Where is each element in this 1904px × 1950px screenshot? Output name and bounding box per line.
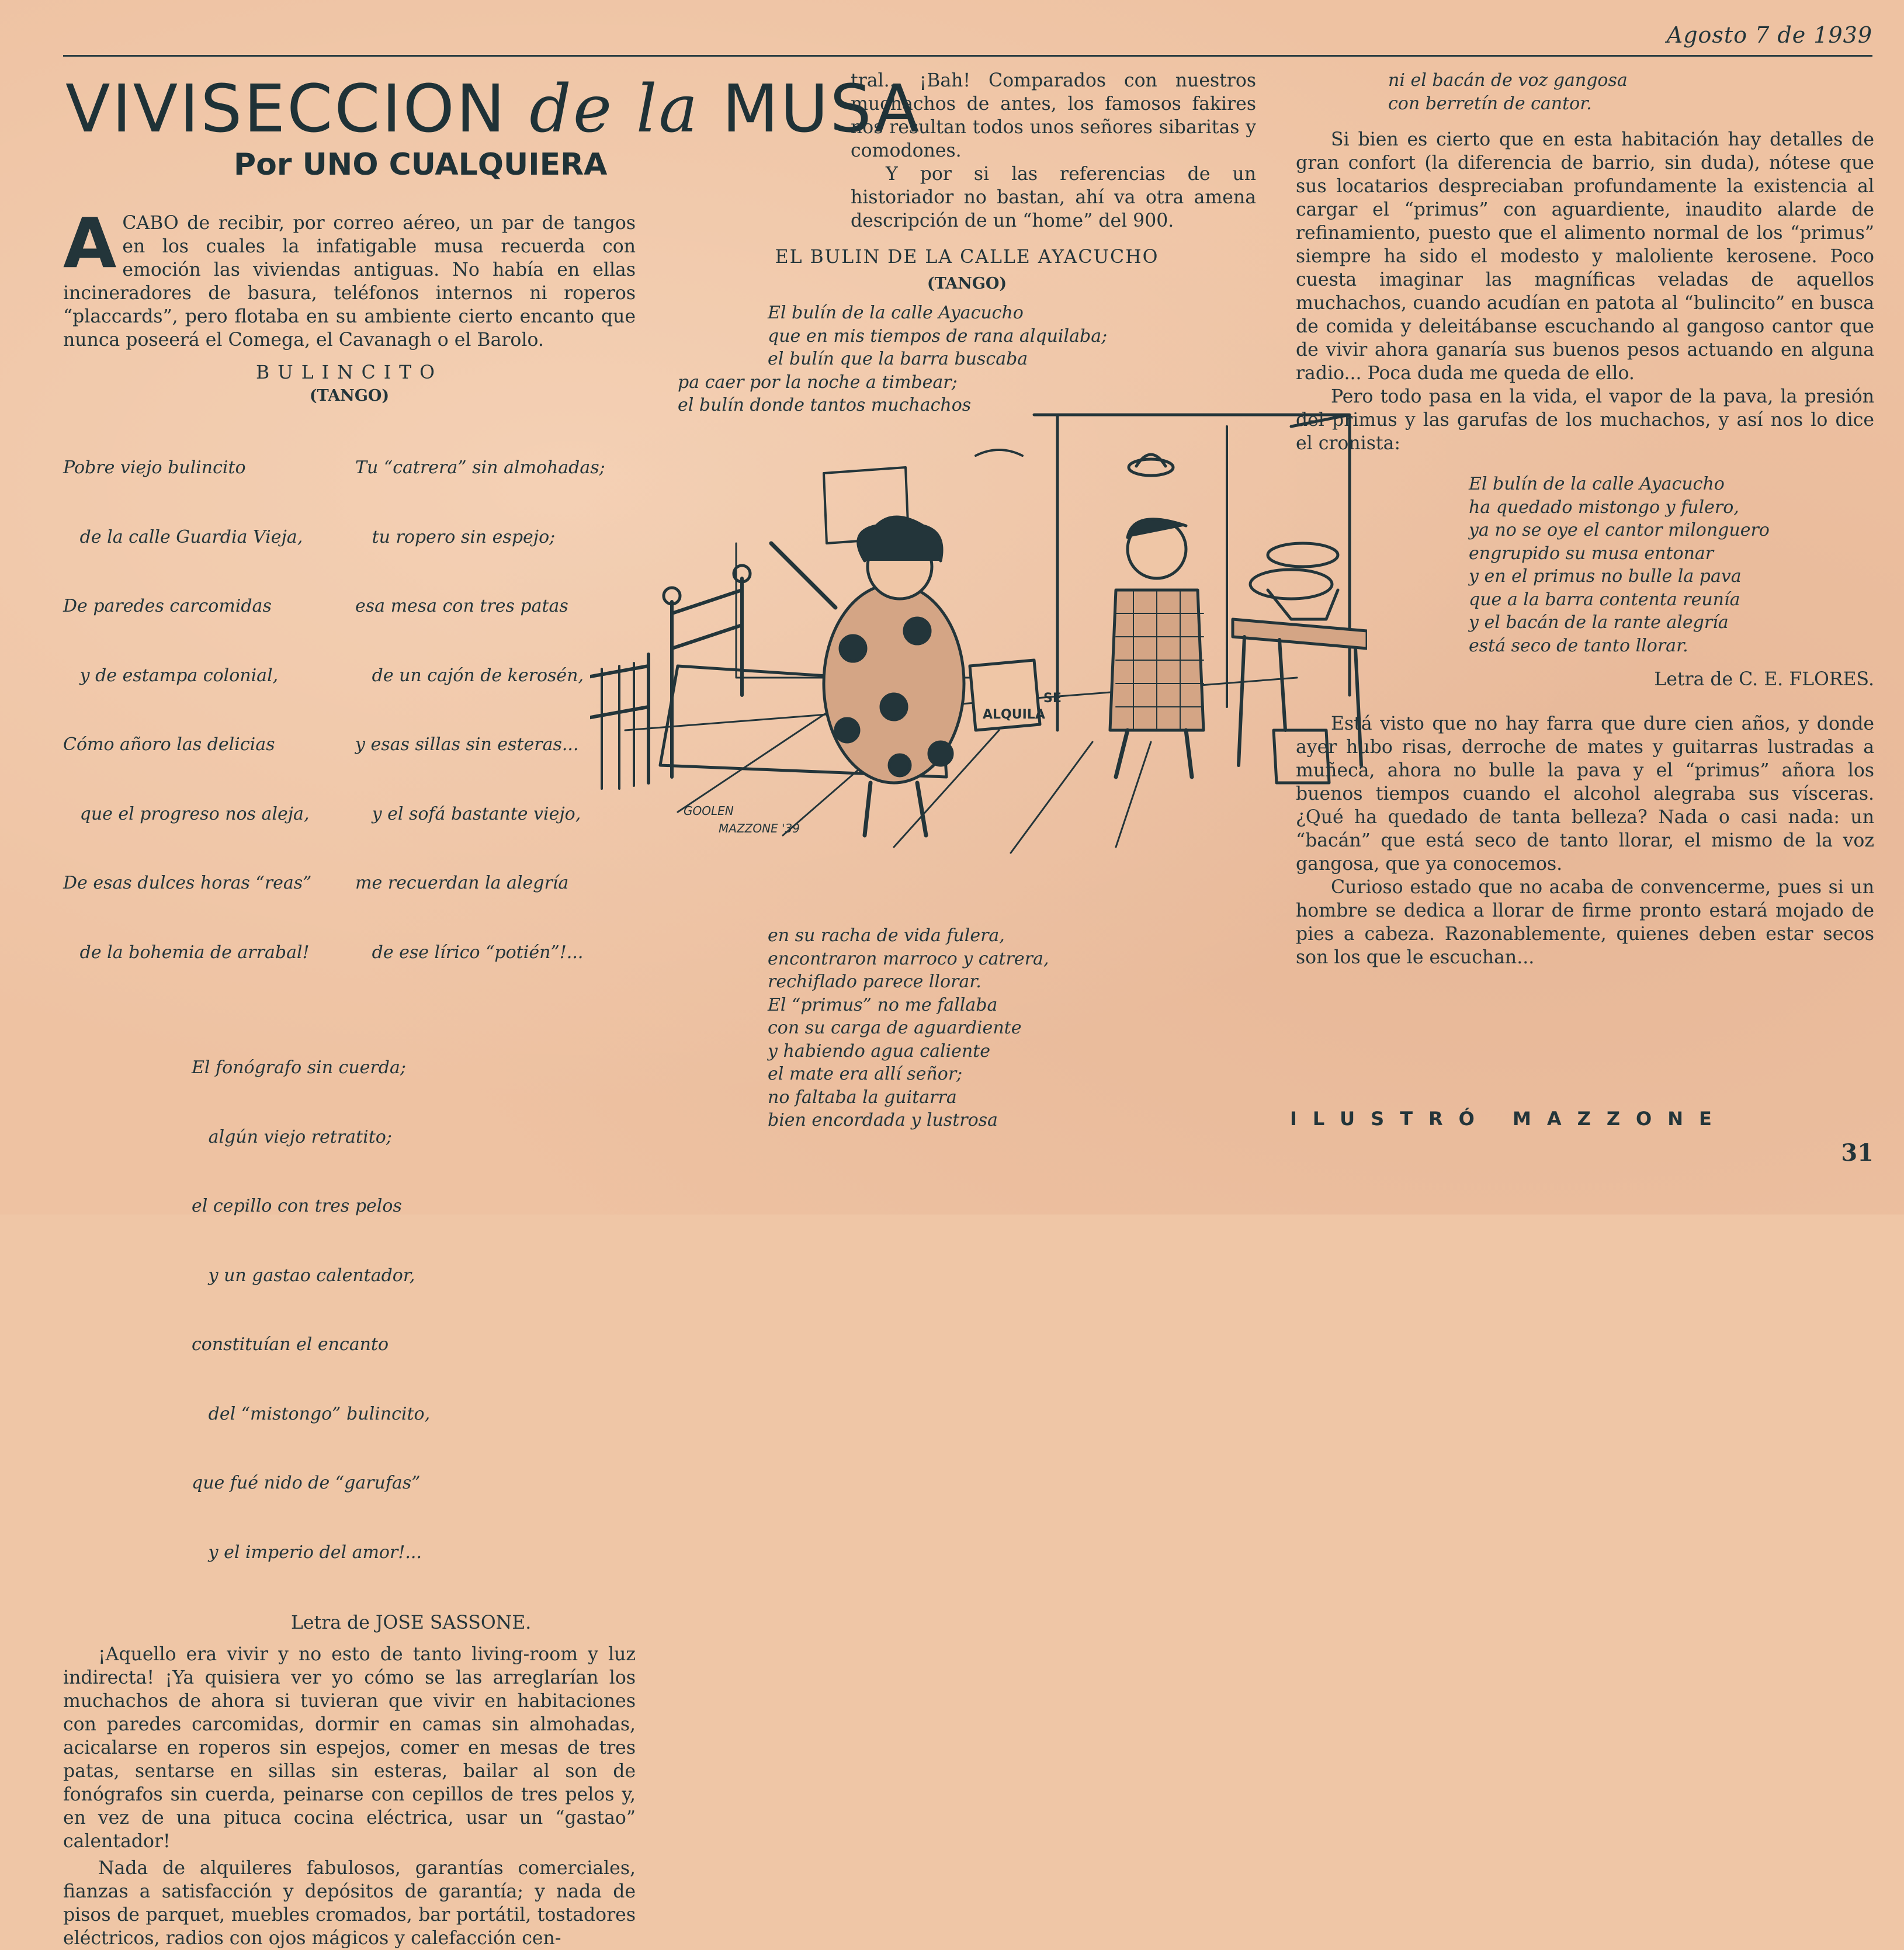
illustrator-credit: ILUSTRÓ MAZZONE bbox=[1290, 1108, 1728, 1130]
verse-line: esa mesa con tres patas bbox=[355, 596, 568, 616]
song1-right-stanza bbox=[355, 410, 630, 1010]
verse-line: tu ropero sin espejo; bbox=[355, 526, 556, 547]
verse-line: pa caer por la noche a timbear; bbox=[678, 372, 958, 393]
artist-signature-line1: GOOLEN bbox=[684, 804, 734, 818]
verse-line: Tu “catrera” sin almohadas; bbox=[355, 457, 605, 478]
verse-line: de la bohemia de arrabal! bbox=[63, 942, 310, 963]
verse-top bbox=[1388, 69, 1874, 115]
verse-line: De esas dulces horas “reas” bbox=[63, 873, 312, 893]
song2-continuation bbox=[1469, 473, 1874, 657]
verse-line: Cómo añoro las delicias bbox=[63, 734, 275, 755]
verse-line: ya no se oye el cantor milonguero bbox=[1469, 520, 1770, 540]
verse-line: y habiendo agua caliente bbox=[768, 1040, 990, 1061]
col2-paragraph-2: Y por si las referencias de un historiador no bastan, ahí va otra amena descripción de un “home” del 900. bbox=[851, 164, 1256, 231]
verse-line: que a la barra contenta reunía bbox=[1469, 589, 1740, 610]
verse-line: que en mis tiempos de rana alquilaba; bbox=[768, 325, 1108, 346]
song1-final-stanza bbox=[192, 1010, 636, 1610]
intro-paragraph bbox=[63, 203, 636, 352]
verse-line: que el progreso nos aleja, bbox=[63, 803, 310, 824]
title-part-musa: MUSA bbox=[722, 71, 921, 147]
cartoon-illustration bbox=[590, 403, 1367, 870]
song1-left-stanza bbox=[63, 410, 355, 1010]
verse-line: encontraron marroco y catrera, bbox=[768, 948, 1049, 969]
sign-text-line1: SE bbox=[1043, 691, 1062, 706]
column-2 bbox=[678, 69, 1256, 417]
verse-line: engrupido su musa entonar bbox=[1469, 543, 1714, 564]
verse-line: constituían el encanto bbox=[192, 1334, 389, 1355]
issue-date: Agosto 7 de 1939 bbox=[1666, 22, 1872, 48]
song2-title: EL BULIN DE LA CALLE AYACUCHO bbox=[775, 247, 1159, 268]
verse-line: El “primus” no me fallaba bbox=[768, 994, 998, 1015]
verse-line: El bulín de la calle Ayacucho bbox=[768, 303, 1024, 323]
verse-line: y el sofá bastante viejo, bbox=[355, 803, 581, 824]
verse-line: bien encordada y lustrosa bbox=[768, 1110, 998, 1130]
header-rule bbox=[63, 55, 1872, 57]
title-part-de-la: de la bbox=[507, 71, 722, 147]
sign-text-line2: ALQUILA bbox=[983, 707, 1045, 722]
verse-line: Pobre viejo bulincito bbox=[63, 457, 246, 478]
verse-line: no faltaba la guitarra bbox=[768, 1087, 957, 1108]
col2-paragraph-1: tral... ¡Bah! Comparados con nuestros muchachos de antes, los famosos fakires nos resultan todos unos señores sibaritas y comodones. bbox=[851, 70, 1256, 161]
paragraph-3: Nada de alquileres fabulosos, garantías comerciales, fianzas a satisfacción y depósitos de garantía; y nada de pisos de parquet, muebles cromados, bar portátil, tostadores eléctricos, radios con ojos mágicos y calefacción cen- bbox=[63, 1858, 636, 1949]
verse-line: de la calle Guardia Vieja, bbox=[63, 526, 303, 547]
column-2-lower bbox=[768, 924, 1177, 1132]
col3-paragraph-2: Pero todo pasa en la vida, el vapor de la pava, la presión del primus y las garufas de los muchachos, y así nos lo dice el cronista: bbox=[1296, 386, 1874, 454]
song2-stanza-bottom bbox=[768, 924, 1177, 1132]
col3-paragraph-1: Si bien es cierto que en esta habitación hay detalles de gran confort (la diferencia de barrio, sin duda), nótese que sus locatarios despreciaban profundamente la existencia al cargar el “primus” con aguardiente, inaudito alarde de refinamiento, puesto que el alimento normal de los “primus” siempre ha sido el modesto y maloliente kerosene. Poco cuesta imaginar las magníficas veladas de aquellos muchachos, cuando acudían en patota al “bulincito” en busca de comida y deleitábanse escuchando al gangoso cantor que de vivir ahora ganaría sus buenos pesos actuando en alguna radio... Poca duda me queda de ello. bbox=[1296, 129, 1874, 384]
verse-line: rechiflado parece llorar. bbox=[768, 971, 982, 992]
verse-line: que fué nido de “garufas” bbox=[192, 1473, 421, 1493]
verse-line: ni el bacán de voz gangosa bbox=[1388, 70, 1628, 91]
col3-paragraph-4: Curioso estado que no acaba de convencerme, pues si un hombre se dedica a llorar de firme pronto estará mojado de pies a cabeza. Razonablemente, quienes deben estar secos son los que le escuchan... bbox=[1296, 877, 1874, 968]
song1-genre: (TANGO) bbox=[309, 387, 390, 405]
verse-line: con berretín de cantor. bbox=[1388, 93, 1592, 114]
verse-line: y en el primus no bulle la pava bbox=[1469, 566, 1742, 587]
song1-title: BULINCITO bbox=[256, 362, 443, 383]
drop-cap: A bbox=[63, 203, 117, 283]
song1-stanzas bbox=[63, 410, 636, 1010]
column-1 bbox=[63, 203, 636, 1950]
verse-line: en su racha de vida fulera, bbox=[768, 925, 1005, 946]
col3-paragraph-3: Está visto que no hay farra que dure cien años, y donde ayer hubo risas, derroche de mates y guitarras lustradas a muñeca, ahora no bulle la pava y el “primus” añora los buenos tiempos cuando el alcohol alegraba sus vísceras. ¿Qué ha quedado de tanta belleza? Nada o casi nada: un “bacán” que está seco de tanto llorar, el mismo de la voz gangosa, que ya conocemos. bbox=[1296, 713, 1874, 875]
verse-line: con su carga de aguardiente bbox=[768, 1018, 1022, 1038]
paragraph-2: ¡Aquello era vivir y no esto de tanto living-room y luz indirecta! ¡Ya quisiera ver yo cómo se las arreglarían los muchachos de ahora si tuvieran que vivir en habitaciones con paredes carcomidas, dormir en camas sin almohadas, acicalarse en roperos sin espejos, comer en mesas de tres patas, sentarse en sillas sin esteras, bailar al son de fonógrafos sin cuerda, peinarse con cepillos de tres pelos y, en vez de una pituca cocina eléctrica, usar un “gastao” calentador! bbox=[63, 1644, 636, 1852]
verse-line: me recuerdan la alegría bbox=[355, 873, 569, 893]
verse-line: el mate era allí señor; bbox=[768, 1064, 963, 1084]
verse-line: del “mistongo” bulincito, bbox=[192, 1403, 431, 1424]
song2-stanza-top bbox=[678, 301, 1256, 417]
verse-line: el bulín donde tantos muchachos bbox=[678, 395, 972, 415]
verse-line: y el imperio del amor!... bbox=[192, 1542, 422, 1563]
verse-line: el cepillo con tres pelos bbox=[192, 1196, 402, 1216]
column-3 bbox=[1296, 69, 1874, 969]
verse-line: y de estampa colonial, bbox=[63, 665, 279, 686]
song1-credit: Letra de JOSE SASSONE. bbox=[291, 1612, 532, 1633]
verse-line: y un gastao calentador, bbox=[192, 1265, 415, 1286]
verse-line: El fonógrafo sin cuerda; bbox=[192, 1057, 406, 1078]
artist-signature-line2: MAZZONE '39 bbox=[719, 821, 800, 835]
intro-text: CABO de recibir, por correo aéreo, un par de tangos en los cuales la infatigable musa recuerda con emoción las viviendas antiguas. No había en ellas incineradores de basura, teléfonos internos ni roperos “placcards”, pero flotaba en su ambiente cierto encanto que nunca poseerá el Comega, el Cavanagh o el Barolo. bbox=[63, 213, 636, 351]
verse-line: de un cajón de kerosén, bbox=[355, 665, 584, 686]
verse-line: está seco de tanto llorar. bbox=[1469, 635, 1688, 656]
page-number: 31 bbox=[1841, 1139, 1874, 1167]
verse-line: ha quedado mistongo y fulero, bbox=[1469, 497, 1739, 518]
article-byline: Por UNO CUALQUIERA bbox=[234, 147, 608, 182]
verse-line: y el bacán de la rante alegría bbox=[1469, 612, 1729, 633]
verse-line: El bulín de la calle Ayacucho bbox=[1469, 474, 1725, 494]
verse-line: de ese lírico “potién”!... bbox=[355, 942, 584, 963]
verse-line: algún viejo retratito; bbox=[192, 1126, 392, 1147]
verse-line: y esas sillas sin esteras... bbox=[355, 734, 579, 755]
verse-line: De paredes carcomidas bbox=[63, 596, 272, 616]
verse-line: el bulín que la barra buscaba bbox=[768, 349, 1028, 369]
song2-genre: (TANGO) bbox=[927, 275, 1007, 293]
title-part-viviseccion: VIVISECCION bbox=[65, 71, 507, 147]
song2-credit: Letra de C. E. FLORES. bbox=[1654, 669, 1874, 690]
